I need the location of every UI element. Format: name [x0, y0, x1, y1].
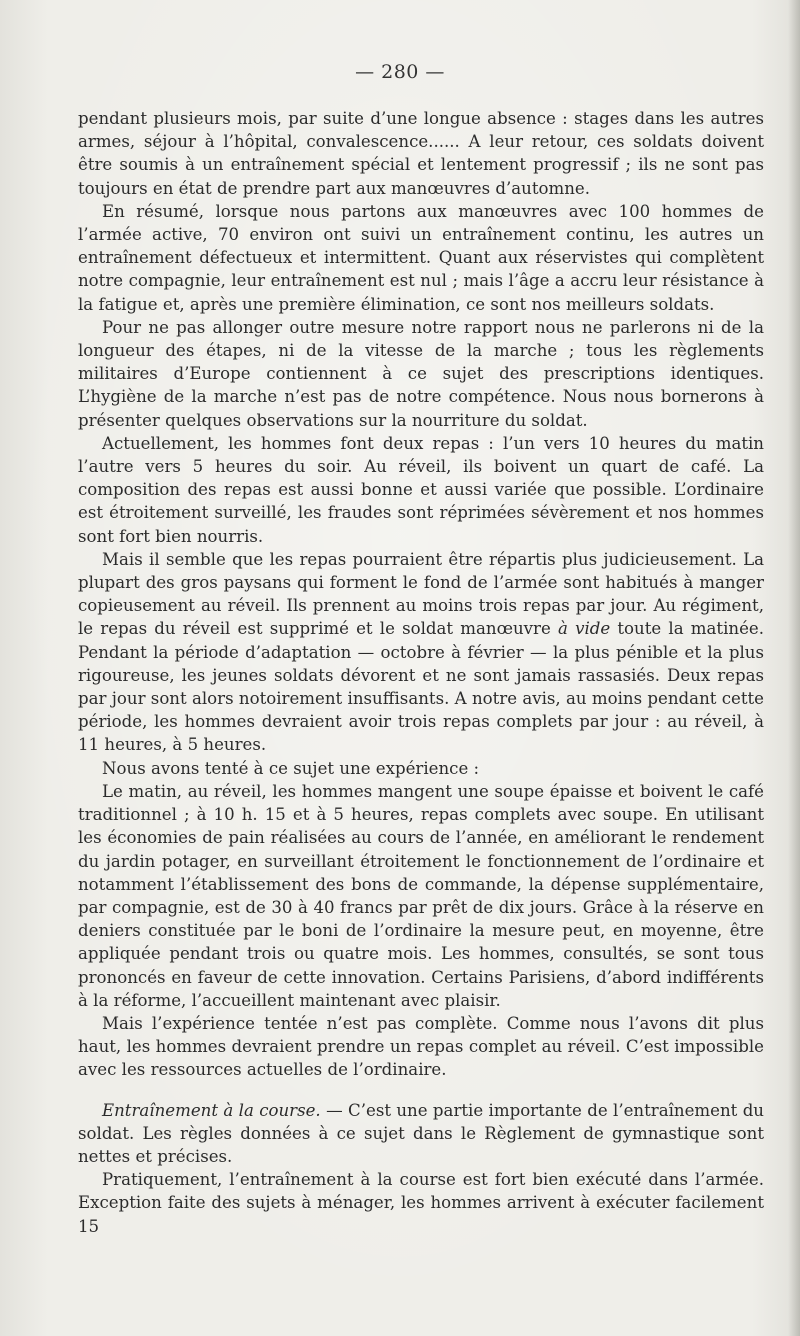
p5-text-end: toute la matinée. Pendant la période d’adaptation — octobre à février — la plus pénible et la plus rigoureuse, les jeunes soldats dévorent et ne sont jamais rassasiés. Deux repas par jour sont alors notoirement insuffisants. A notre avis, au moins pendant cette période, les hommes devraient avoir trois repas complets par jour : au réveil, à 11 heures, à 5 heures.	[78, 619, 764, 755]
page-edge-shadow	[788, 0, 800, 1336]
paragraph-experiment-details: Le matin, au réveil, les hommes mangent une soupe épaisse et boivent le café traditionnel ; à 10 h. 15 et à 5 heures, repas complets avec soupe. En utilisant les économies de pain réalisées au cours de l’année, en améliorant le rendement du jardin potager, en surveillant étroitement le fonctionnement de l’ordinaire et notamment l’établissement des bons de commande, la dépense supplémentaire, par compagnie, est de 30 à 40 francs par prêt de dix jours. Grâce à la réserve en deniers constituée par le boni de l’ordinaire la mesure peut, en moyenne, être appliquée pendant trois ou quatre mois. Les hommes, consultés, se sont tous prononcés en faveur de cette innovation. Certains Parisiens, d’abord indifférents à la réforme, l’accueillent maintenant avec plaisir.	[78, 781, 764, 1010]
paragraph-marches: Pour ne pas allonger outre mesure notre rapport nous ne parlerons ni de la longueur des étapes, ni de la vitesse de la marche ; tous les règlements militaires d’Europe contiennent à ce sujet des prescriptions identiques. L’hygiène de la marche n’est pas de notre compétence. Nous nous bornerons à présenter quelques observations sur la nourriture du soldat.	[78, 317, 764, 430]
page-number: — 280 —	[355, 61, 445, 83]
p5-italic-term: à vide	[558, 619, 611, 639]
paragraph-running-training	[78, 1099, 764, 1169]
paragraph-running-practice: Pratiquement, l’entraînement à la course est fort bien exécuté dans l’armée. Exception faite des sujets à ménager, les hommes arrivent à exécuter facilement 15	[78, 1170, 764, 1236]
p5-text-start: Mais il semble que les repas pourraient être répartis plus judicieusement. La plupart des gros paysans qui forment le fond de l’armée sont habitués à manger copieusement au réveil. Ils prennent au moins trois repas par jour. Au régiment, le repas du réveil est supprimé et le soldat manœuvre	[78, 549, 764, 639]
paragraph-experiment-intro: Nous avons tenté à ce sujet une expérience :	[102, 758, 480, 778]
paragraph-summary: En résumé, lorsque nous partons aux manœuvres avec 100 hommes de l’armée active, 70 environ ont suivi un entraînement continu, les autres un entraînement défectueux et intermittent. Quant aux réservistes qui complètent notre compagnie, leur entraînement est nul ; mais l’âge a accru leur résistance à la fatigue et, après une première élimination, ce sont nos meilleurs soldats.	[78, 201, 764, 314]
body-text	[78, 107, 764, 1238]
paragraph-meal-distribution	[78, 548, 764, 757]
section-runin-heading: Entraînement à la course.	[102, 1100, 321, 1120]
paragraph-continuation: pendant plusieurs mois, par suite d’une longue absence : stages dans les autres armes, séjour à l’hôpital, convalescence...... A leur retour, ces soldats doivent être soumis à un entraînement spécial et lentement progressif ; ils ne sont pas toujours en état de prendre part aux manœuvres d’automne.	[78, 109, 764, 198]
paragraph-meals: Actuellement, les hommes font deux repas : l’un vers 10 heures du matin l’autre vers 5 heures du soir. Au réveil, ils boivent un quart de café. La composition des repas est aussi bonne et aussi variée que possible. L’ordinaire est étroitement surveillé, les fraudes sont réprimées sévèrement et nos hommes sont fort bien nourris.	[78, 433, 764, 546]
section-runin-text: — C’est une partie importante de l’entraînement du soldat. Les règles données à ce sujet dans le Règlement de gymnastique sont nettes et précises.	[78, 1100, 764, 1166]
paragraph-experiment-conclusion: Mais l’expérience tentée n’est pas complète. Comme nous l’avons dit plus haut, les hommes devraient prendre un repas complet au réveil. C’est impossible avec les ressources actuelles de l’ordinaire.	[78, 1013, 764, 1080]
